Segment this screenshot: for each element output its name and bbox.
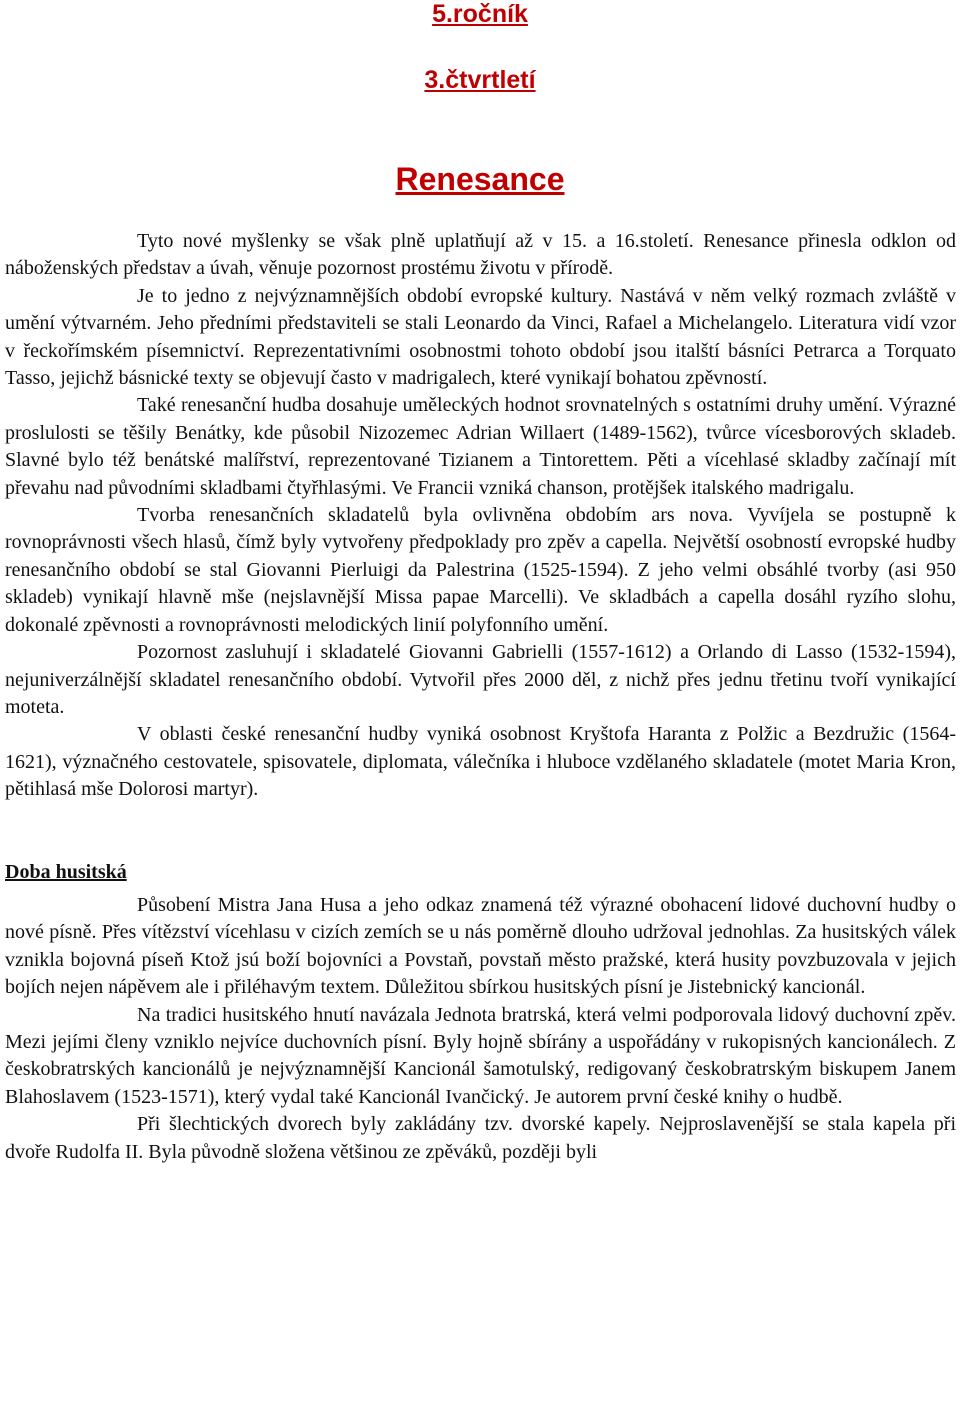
paragraph: Také renesanční hudba dosahuje uměleckých hodnot srovnatelných s ostatními druhy umění. Výrazné proslulosti se těšily Benátky, kde působil Nizozemec Adrian Willaert (1489-1562), tvůrce vícesborových skladeb. Slavné bylo též benátské malířství, reprezentované Tizianem a Tintorettem. Pěti a vícehlasé skladby začínají mít převahu nad původními skladbami čtyřhlasými. Ve Francii vzniká chanson, protějšek italského madrigalu. (5, 394, 956, 499)
quarter-heading: 3.čtvrtletí (424, 66, 536, 94)
paragraph: Tyto nové myšlenky se však plně uplatňují až v 15. a 16.století. Renesance přinesla odklon od náboženských představ a úvah, věnuje pozornost prostému životu v přírodě. (5, 230, 956, 280)
paragraph: Při šlechtických dvorech byly zakládány tzv. dvorské kapely. Nejproslavenější se stala kapela při dvoře Rudolfa II. Byla původně složena většinou ze zpěváků, později byli (5, 1113, 956, 1163)
paragraph: Pozornost zasluhují i skladatelé Giovanni Gabrielli (1557-1612) a Orlando di Lasso (1532-1594), nejuniverzálnější skladatel renesančního období. Vytvořil přes 2000 děl, z nichž přes jednu třetinu tvoří vynikající moteta. (5, 641, 956, 718)
paragraph: Na tradici husitského hnutí navázala Jednota bratrská, která velmi podporovala lidový duchovní zpěv. Mezi jejími členy vzniklo nejvíce duchovních písní. Byly hojně sbírány a uspořádány v rukopisných kancionálech. Z českobratrských kancionálů je nejvýznamnější Kancionál šamotulský, redigovaný českobratrským biskupem Janem Blahoslavem (1523-1571), který vydal také Kancionál Ivančický. Je autorem první české knihy o hudbě. (5, 1003, 956, 1108)
body-text (5, 228, 956, 1166)
section-heading: Doba husitská (5, 860, 127, 883)
paragraph: V oblasti české renesanční hudby vyniká osobnost Kryštofa Haranta z Polžic a Bezdružic (1564-1621), význačného cestovatele, spisovatele, diplomata, válečníka i hluboce vzdělaného skladatele (motet Maria Kron, pětihlasá mše Dolorosi martyr). (5, 723, 956, 801)
grade-heading: 5.ročník (432, 0, 528, 28)
paragraph: Je to jedno z nejvýznamnějších období evropské kultury. Nastává v něm velký rozmach zvláště v umění výtvarném. Jeho předními představiteli se stali Leonardo da Vinci, Rafael a Michelangelo. Literatura vidí vzor v řeckořímském písemnictví. Reprezentativními osobnostmi tohoto období jsou italští básníci Petrarca a Torquato Tasso, jejichž básnické texty se objevují často v madrigalech, které vynikají bohatou zpěvností. (5, 284, 956, 390)
spacer (5, 804, 956, 859)
page-title: Renesance (395, 161, 565, 197)
paragraph: Tvorba renesančních skladatelů byla ovlivněna obdobím ars nova. Vyvíjela se postupně k rovnoprávnosti všech hlasů, čímž byly vytvořeny předpoklady pro zpěv a capella. Největší osobností evropské hudby renesančního období se stal Giovanni Pierluigi da Palestrina (1525-1594). Z jeho velmi obsáhlé tvorby (asi 950 skladeb) vynikají hlavně mše (nejslavnější Missa papae Marcelli). Ve skladbách a capella dosáhl ryzího slohu, dokonalé zpěvnosti a rovnoprávnosti melodických linií polyfonního umění. (5, 504, 956, 636)
paragraph: Působení Mistra Jana Husa a jeho odkaz znamená též výrazné obohacení lidové duchovní hudby o nové písně. Přes vítězství vícehlasu v cizích zemích se u nás poměrně dlouho udržoval jednohlas. Za husitských válek vznikla bojovná píseň Ktož jsú boží bojovníci a Povstaň, povstaň město pražské, která husity povzbuzovala v jejich bojích nejen nápěvem ale i přiléhavým textem. Důležitou sbírkou husitských písní je Jistebnický kancionál. (5, 893, 956, 999)
